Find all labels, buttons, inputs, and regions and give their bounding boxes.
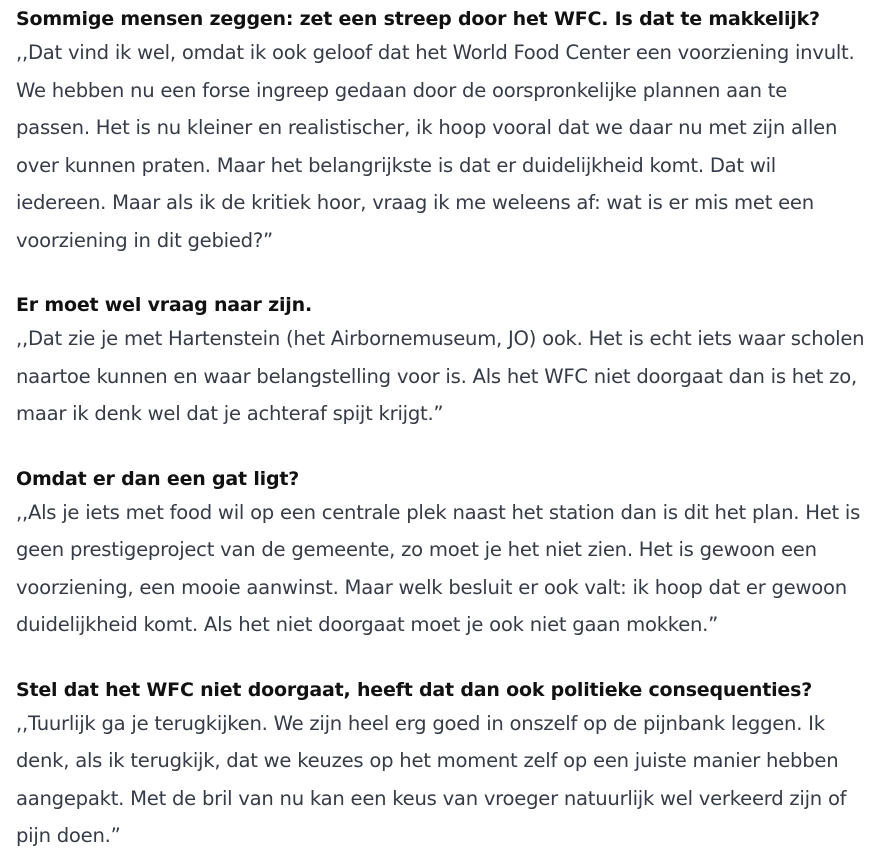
qa-block-2: [16, 290, 875, 433]
answer-line: We hebben nu een forse ingreep gedaan door de oorspronkelijke plannen aan te: [16, 78, 788, 102]
answer-line: iedereen. Maar als ik de kritiek hoor, vraag ik me weleens af: wat is er mis met een: [16, 191, 814, 214]
answer-line: duidelijkheid komt. Als het niet doorgaat moet je ook niet gaan mokken.”: [16, 613, 719, 636]
answer-line: over kunnen praten. Maar het belangrijkste is dat er duidelijkheid komt. Dat wil: [16, 153, 776, 177]
answer-line: voorziening in dit gebied?”: [16, 228, 273, 252]
qa-block-4: [16, 675, 875, 855]
answer-line: maar ik denk wel dat je achteraf spijt krijgt.”: [16, 402, 444, 425]
question-heading: Omdat er dan een gat ligt?: [16, 467, 300, 490]
answer-line: aangepakt. Met de bril van nu kan een keus van vroeger natuurlijk wel verkeerd zijn of: [16, 786, 847, 810]
answer-paragraph: [16, 705, 875, 855]
answer-line: ,,Als je iets met food wil op een centrale plek naast het station dan is dit het plan. Het is: [16, 500, 861, 524]
question-heading: Stel dat het WFC niet doorgaat, heeft dat dan ook politieke consequenties?: [16, 678, 813, 701]
qa-block-3: [16, 464, 875, 644]
answer-line: pijn doen.”: [16, 824, 121, 847]
question-heading: Sommige mensen zeggen: zet een streep door het WFC. Is dat te makkelijk?: [16, 8, 820, 30]
answer-paragraph: [16, 34, 875, 259]
answer-line: passen. Het is nu kleiner en realistischer, ik hoop vooral dat we daar nu met zijn allen: [16, 116, 838, 139]
answer-line: ,,Tuurlijk ga je terugkijken. We zijn heel erg goed in onszelf op de pijnbank leggen. Ik: [16, 711, 825, 735]
answer-line: voorziening, een mooie aanwinst. Maar welk besluit er ook valt: ik hoop dat er gewoon: [16, 575, 847, 599]
answer-line: geen prestigeproject van de gemeente, zo moet je het niet zien. Het is gewoon een: [16, 538, 817, 561]
qa-block-1: [16, 4, 875, 259]
answer-line: ,,Dat vind ik wel, omdat ik ook geloof dat het World Food Center een voorziening invult.: [16, 41, 855, 64]
question-heading: Er moet wel vraag naar zijn.: [16, 294, 312, 316]
answer-line: naartoe kunnen en waar belangstelling voor is. Als het WFC niet doorgaat dan is het zo,: [16, 364, 857, 388]
answer-line: ,,Dat zie je met Hartenstein (het Airbornemuseum, JO) ook. Het is echt iets waar scholen: [16, 327, 865, 350]
answer-line: denk, als ik terugkijk, dat we keuzes op het moment zelf op een juiste manier hebben: [16, 749, 839, 772]
answer-paragraph: [16, 320, 875, 433]
answer-paragraph: [16, 494, 875, 644]
